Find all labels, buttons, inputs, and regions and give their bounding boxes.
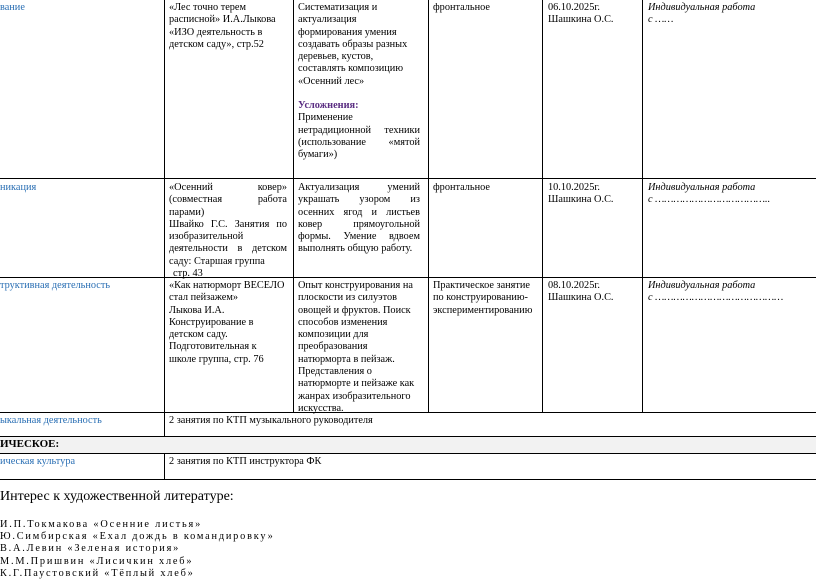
title-line: «Как натюрморт ВЕСЕЛО (169, 280, 285, 291)
list-item: Ю.Симбирская «Ехал дождь в командировку» (0, 531, 275, 543)
lesson-title (169, 280, 289, 366)
goal-line: искусства. (298, 402, 344, 414)
row-divider (0, 453, 816, 454)
goal-line: Представления о (298, 366, 372, 378)
form-line: по конструированию- (433, 292, 528, 304)
column-divider (428, 0, 429, 413)
goal-line: Актуализация умений (298, 182, 420, 193)
literature-list (0, 519, 275, 580)
goal-line: натюрморта в пейзаж. (298, 353, 395, 365)
goal-line: овощей и фруктов. Поиск (298, 304, 411, 316)
goal-line: способов изменения (298, 316, 388, 328)
row-divider (0, 479, 816, 480)
lesson-title (169, 182, 287, 280)
goal-line: ковер прямоугольной (298, 218, 420, 230)
goal-line: натюрморте и пейзаже как (298, 378, 415, 390)
form-line: Практическое занятие (433, 280, 530, 291)
title-line: деятельности в детском (169, 243, 287, 255)
area-label: вание (0, 2, 25, 13)
area-label: труктивная деятельность (0, 280, 111, 291)
form-line: экспериментированию (433, 304, 533, 316)
goal-line: украшать узором из (298, 194, 420, 206)
title-line: Подготовительная к (169, 341, 257, 353)
title-line: «Осенний ковер» (169, 182, 287, 193)
list-item: В.А.Левин «Зеленая история» (0, 543, 181, 555)
lesson-form (433, 280, 541, 317)
goal-line: Опыт конструирования на (298, 280, 413, 291)
row-divider (0, 436, 816, 437)
column-divider (293, 0, 294, 413)
list-item: К.Г.Паустовский «Тёплый хлеб» (0, 567, 195, 579)
title-line: детском саду. (169, 329, 228, 341)
row-divider (0, 277, 816, 278)
goal-line: композиции для (298, 329, 369, 341)
title-line: Швайко Г.С. Занятия по (169, 218, 287, 230)
title-line: парами) (169, 206, 205, 218)
title-line: Лыкова И.А. (169, 304, 225, 316)
title-line: школе группа, стр. 76 (169, 353, 264, 365)
title-line: стал пейзажем» (169, 292, 239, 304)
lesson-goal (298, 280, 424, 415)
goal-line: жанрах изобразительного (298, 390, 411, 402)
lesson-goal (298, 2, 420, 162)
list-item: М.М.Пришвин «Лисичкин хлеб» (0, 555, 194, 567)
individual-work-dots: с …………………………………… (648, 292, 784, 303)
title-line: стр. 43 (173, 268, 203, 280)
list-item: И.П.Токмакова «Осенние листья» (0, 519, 203, 530)
row-divider (0, 178, 816, 179)
column-divider (642, 0, 643, 413)
complication-label: Усложнения: (298, 100, 359, 112)
lesson-date: 06.10.2025г. (548, 2, 600, 13)
goal-line: плоскости из силуэтов (298, 292, 397, 304)
goal-line: преобразования (298, 341, 368, 353)
goal-text: Систематизация и актуализация формирования умения создавать образы разных деревьев, кустов, составлять композицию «Осенний лес» (298, 2, 408, 87)
complication-text: Применение нетрадиционной техники (использование «мятой бумаги») (298, 112, 420, 161)
goal-line: формы. Умение вдвоем (298, 231, 420, 243)
individual-work-label: Индивидуальная работа (648, 2, 756, 13)
title-line: (совместная работа (169, 194, 287, 206)
column-divider (164, 0, 165, 437)
area-label: ыкальная деятельность (0, 415, 102, 426)
lesson-title: «Лес точно терем расписной» И.А.Лыкова «ИЗО деятельность в детском саду», стр.52 (169, 2, 276, 50)
teacher-name: Шашкина О.С. (548, 194, 614, 205)
area-label: ическая культура (0, 456, 76, 467)
lesson-date: 08.10.2025г. (548, 280, 600, 291)
lesson-form: фронтальное (433, 182, 490, 193)
title-line: изобразительной (169, 231, 244, 243)
teacher-name: Шашкина О.С. (548, 292, 614, 303)
individual-work-label: Индивидуальная работа (648, 280, 756, 291)
teacher-name: Шашкина О.С. (548, 14, 614, 25)
individual-work-dots: с …… (648, 14, 674, 25)
area-label: никация (0, 182, 37, 193)
title-line: Конструирование в (169, 316, 254, 328)
title-line: саду: Старшая группа (169, 255, 265, 267)
column-divider (542, 0, 543, 413)
physical-header-row (0, 436, 816, 453)
individual-work-label: Индивидуальная работа (648, 182, 756, 193)
goal-line: выполнять общую работу. (298, 243, 413, 255)
lesson-goal (298, 182, 420, 256)
lesson-date: 10.10.2025г. (548, 182, 600, 193)
goal-line: осенних ягод и листьев (298, 206, 420, 218)
music-plan-text: 2 занятия по КТП музыкального руководителя (169, 415, 373, 426)
individual-work-dots: с ……………………………….. (648, 194, 771, 205)
physical-plan-text: 2 занятия по КТП инструктора ФК (169, 456, 322, 467)
physical-section-title: ИЧЕСКОЕ: (0, 438, 60, 450)
literature-heading: Интерес к художественной литературе: (0, 489, 234, 504)
column-divider (164, 453, 165, 480)
lesson-form: фронтальное (433, 2, 490, 13)
